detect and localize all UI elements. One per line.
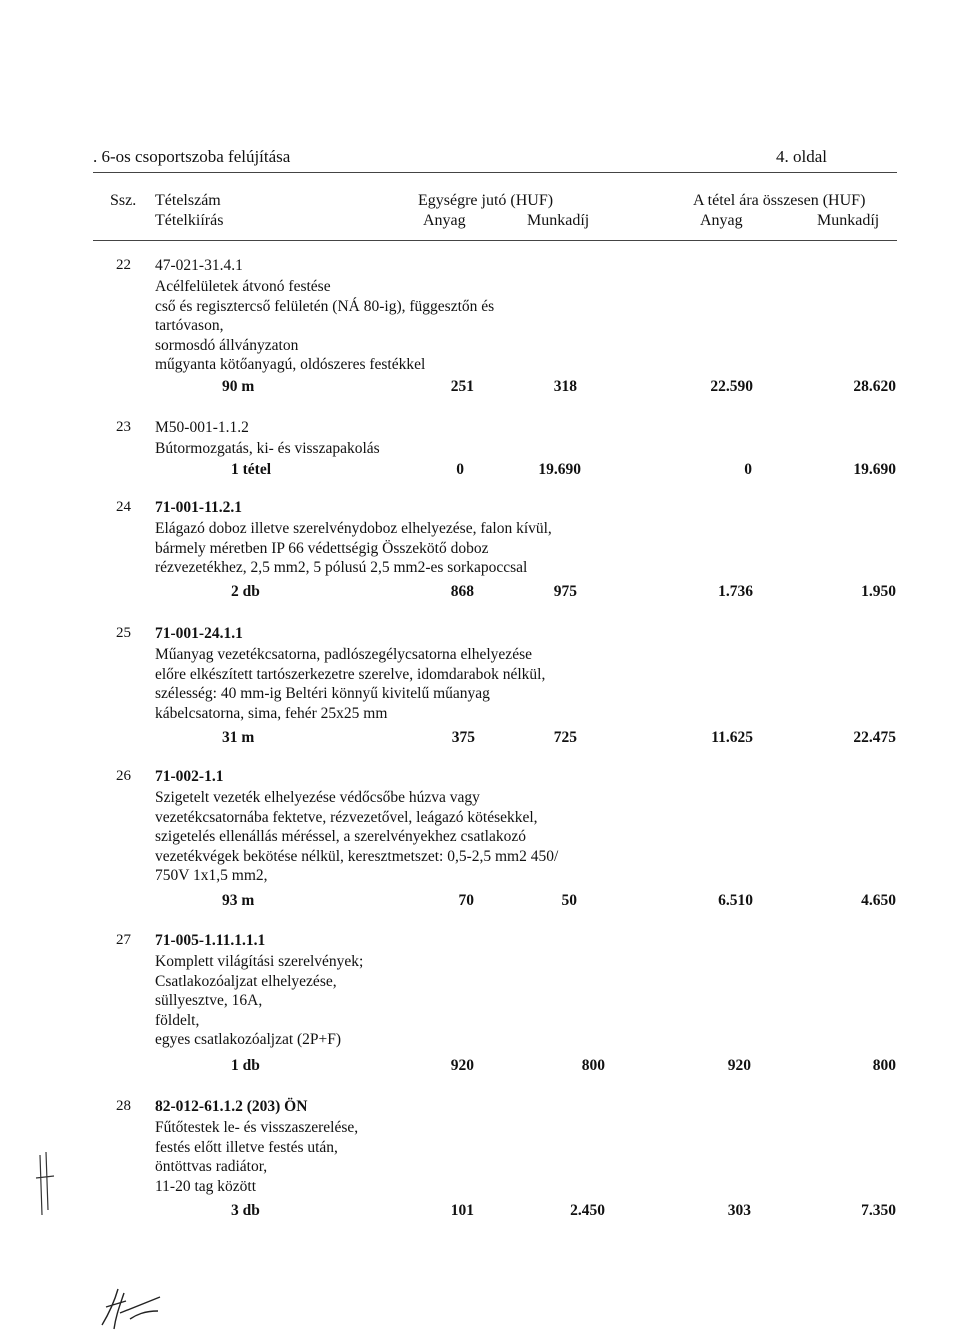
item-quantity: 90 m — [222, 378, 255, 395]
item-description — [155, 645, 545, 723]
desc-line: 750V 1x1,5 mm2, — [155, 867, 268, 885]
unit-munkadij-value: 2.450 — [570, 1202, 605, 1219]
desc-line: Elágazó doboz illetve szerelvénydoboz elhelyezése, falon kívül, — [155, 520, 552, 537]
desc-line: süllyesztve, 16A, — [155, 992, 263, 1010]
total-anyag-value: 1.736 — [718, 583, 753, 600]
desc-line: földelt, — [155, 1011, 200, 1029]
item-quantity: 31 m — [222, 729, 255, 746]
unit-munkadij-value: 975 — [553, 583, 577, 600]
desc-line: kábelcsatorna, sima, fehér 25x25 mm — [155, 704, 388, 722]
total-anyag-value: 6.510 — [718, 892, 753, 909]
desc-line: Komplett világítási szerelvények; — [155, 953, 364, 970]
item-number: 22 — [116, 257, 131, 273]
total-munkadij-value: 22.475 — [853, 729, 896, 746]
item-quantity: 1 db — [231, 1057, 260, 1074]
unit-anyag-value: 70 — [458, 892, 474, 909]
desc-line: szigetelés ellenállás méréssel, a szerelvényekhez csatlakozó — [155, 828, 526, 846]
document-title: . 6-os csoportszoba felújítása — [93, 147, 291, 166]
item-quantity: 3 db — [231, 1202, 260, 1219]
desc-line: 11-20 tag között — [155, 1177, 257, 1195]
total-anyag-value: 0 — [744, 461, 752, 478]
total-anyag-value: 920 — [727, 1057, 751, 1074]
desc-line: tartóvason, — [155, 317, 224, 335]
item-code: 71-001-24.1.1 — [155, 625, 243, 642]
col-total-munkadij: Munkadíj — [817, 212, 880, 229]
unit-anyag-value: 375 — [451, 729, 475, 746]
item-quantity: 2 db — [231, 583, 260, 600]
desc-line: Csatlakozóaljzat elhelyezése, — [155, 972, 337, 990]
signature — [100, 1285, 210, 1335]
item-code: 71-002-1.1 — [155, 768, 224, 785]
col-total-price: A tétel ára összesen (HUF) — [693, 192, 866, 209]
desc-line: vezetékcsatornába fektetve, rézvezetővel, leágazó kötésekkel, — [155, 808, 538, 826]
col-ssz: Ssz. — [110, 192, 137, 209]
item-description — [155, 952, 363, 1050]
total-munkadij-value: 7.350 — [861, 1202, 896, 1219]
total-munkadij-value: 19.690 — [853, 461, 896, 478]
item-number: 28 — [116, 1098, 131, 1114]
item-description — [155, 277, 494, 375]
margin-mark — [30, 1150, 60, 1220]
desc-line: Fűtőtestek le- és visszaszerelése, — [155, 1119, 359, 1136]
desc-line: Acélfelületek átvonó festése — [155, 278, 331, 295]
col-total-anyag: Anyag — [700, 212, 743, 229]
item-code: 82-012-61.1.2 (203) ÖN — [155, 1098, 308, 1115]
desc-line: előre elkészített tartószerkezetre szerelve, idomdarabok nélkül, — [155, 665, 546, 683]
col-unit-price: Egységre jutó (HUF) — [418, 192, 554, 209]
col-unit-munkadij: Munkadíj — [527, 212, 590, 229]
unit-munkadij-value: 19.690 — [538, 461, 581, 478]
desc-line: Bútormozgatás, ki- és visszapakolás — [155, 440, 380, 457]
unit-anyag-value: 0 — [456, 461, 464, 478]
desc-line: egyes csatlakozóaljzat (2P+F) — [155, 1031, 342, 1049]
unit-munkadij-value: 800 — [581, 1057, 605, 1074]
desc-line: bármely méretben IP 66 védettségig Összekötő doboz — [155, 539, 489, 557]
unit-anyag-value: 920 — [450, 1057, 474, 1074]
item-quantity: 1 tétel — [231, 461, 272, 478]
desc-line: Szigetelt vezeték elhelyezése védőcsőbe húzva vagy — [155, 789, 480, 806]
item-description — [155, 519, 552, 578]
desc-line: sormosdó állványzaton — [155, 336, 299, 354]
unit-munkadij-value: 50 — [561, 892, 577, 909]
item-number: 23 — [116, 419, 131, 435]
unit-anyag-value: 868 — [450, 583, 474, 600]
total-munkadij-value: 1.950 — [861, 583, 896, 600]
item-code: 71-005-1.11.1.1.1 — [155, 932, 266, 949]
desc-line: festés előtt illetve festés után, — [155, 1138, 338, 1156]
page-number: 4. oldal — [776, 147, 827, 166]
item-number: 24 — [116, 499, 131, 515]
col-unit-anyag: Anyag — [423, 212, 466, 229]
total-munkadij-value: 4.650 — [861, 892, 896, 909]
desc-line: öntöttvas radiátor, — [155, 1158, 268, 1176]
item-number: 26 — [116, 768, 131, 784]
item-number: 27 — [116, 932, 131, 948]
desc-line: rézvezetékhez, 2,5 mm2, 5 pólusú 2,5 mm2-es sorkapoccsal — [155, 559, 528, 577]
col-tetelszam: Tételszám — [155, 192, 221, 209]
item-code: 71-001-11.2.1 — [155, 499, 242, 516]
desc-line: vezetékvégek bekötése nélkül, keresztmetszet: 0,5-2,5 mm2 450/ — [155, 847, 559, 865]
item-quantity: 93 m — [222, 892, 255, 909]
desc-line: Műanyag vezetékcsatorna, padlószegélycsatorna elhelyezése — [155, 646, 532, 663]
item-description — [155, 439, 380, 459]
item-code: M50-001-1.1.2 — [155, 419, 249, 436]
desc-line: műgyanta kötőanyagú, oldószeres festékkel — [155, 356, 426, 374]
col-tetelkiiras: Tételkiírás — [155, 212, 224, 229]
total-munkadij-value: 800 — [872, 1057, 896, 1074]
desc-line: szélesség: 40 mm-ig Beltéri könnyű kivitelű műanyag — [155, 685, 490, 703]
total-munkadij-value: 28.620 — [853, 378, 896, 395]
item-description — [155, 788, 558, 886]
unit-munkadij-value: 318 — [553, 378, 577, 395]
item-number: 25 — [116, 625, 131, 641]
desc-line: cső és regisztercső felületén (NÁ 80-ig), függesztőn és — [155, 297, 495, 315]
unit-anyag-value: 101 — [450, 1202, 474, 1219]
total-anyag-value: 303 — [727, 1202, 751, 1219]
unit-munkadij-value: 725 — [553, 729, 577, 746]
total-anyag-value: 11.625 — [711, 729, 753, 746]
item-code: 47-021-31.4.1 — [155, 257, 243, 274]
item-description — [155, 1118, 358, 1196]
column-header-rule — [93, 240, 897, 241]
header-rule — [93, 172, 897, 173]
unit-anyag-value: 251 — [450, 378, 474, 395]
total-anyag-value: 22.590 — [710, 378, 753, 395]
